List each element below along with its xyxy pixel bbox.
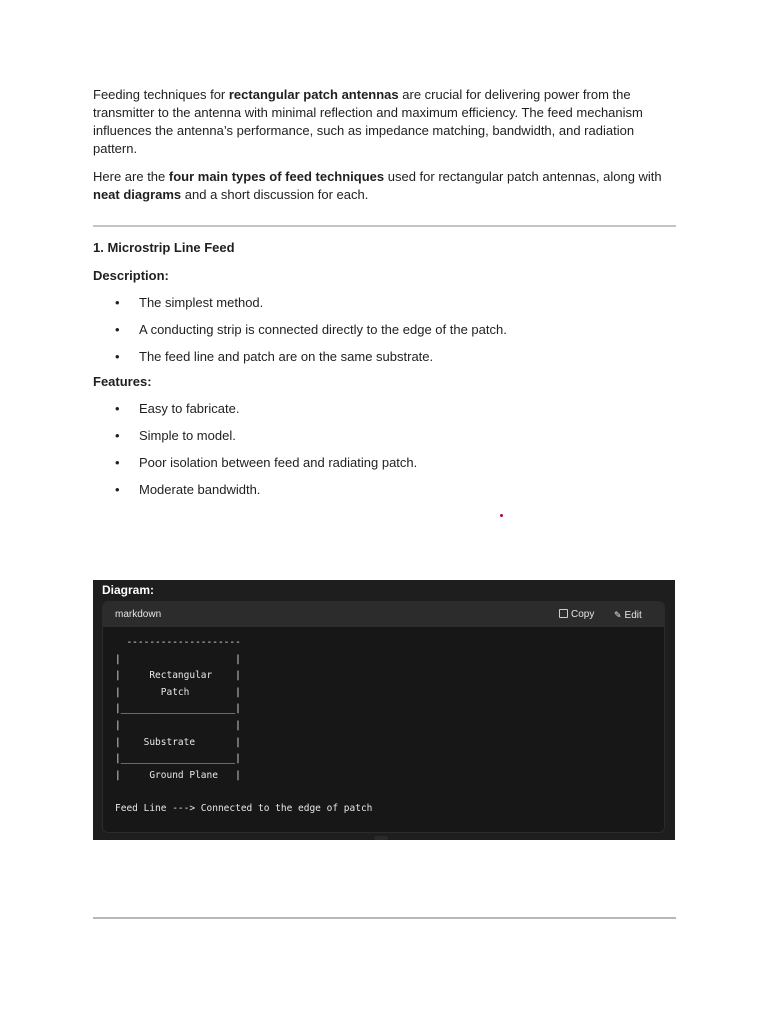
code-header (103, 602, 664, 627)
list-item (93, 294, 676, 321)
diagram-title: Diagram: (102, 583, 155, 597)
features-list (93, 400, 676, 508)
bullet-icon: • (115, 295, 120, 310)
bold-text: four main types of feed techniques (168, 169, 385, 184)
list-item-text: Easy to fabricate. (139, 401, 240, 416)
intro-paragraph-1 (93, 86, 673, 158)
divider (93, 917, 676, 919)
list-item (93, 454, 676, 481)
bullet-icon: • (115, 401, 120, 416)
text: are crucial for delivering power from the transmitter to the antenna with minimal reflection and maximum efficiency. The feed mechanism influences the antenna’s performance, such as impedance matching, bandwidth, and radiation pattern. (93, 87, 643, 156)
diagram-screenshot (93, 580, 675, 840)
list-item (93, 348, 676, 375)
bullet-icon: • (115, 349, 120, 364)
list-item (93, 321, 676, 348)
description-label: Description: (93, 268, 169, 283)
list-item-text: A conducting strip is connected directly to the edge of the patch. (139, 322, 507, 337)
list-item-text: Moderate bandwidth. (139, 482, 261, 497)
code-language-label: markdown (115, 609, 162, 620)
stray-dot (500, 514, 503, 517)
section-heading: 1. Microstrip Line Feed (93, 240, 235, 255)
list-item (93, 400, 676, 427)
list-item-text: Poor isolation between feed and radiating patch. (139, 455, 418, 470)
list-item-text: The simplest method. (139, 295, 264, 310)
list-item-text: Simple to model. (139, 428, 236, 443)
list-item-text: The feed line and patch are on the same substrate. (139, 349, 434, 364)
text: used for rectangular patch antennas, along with (384, 169, 662, 184)
copy-button[interactable] (559, 606, 594, 624)
code-content: -------------------- | | | Rectangular | | Patch | |____________________| | | | Substrate | |____________________| | Ground Plane | Feed Line ---> Connected to the edge of patch (115, 637, 373, 814)
bullet-icon: • (115, 322, 120, 337)
intro-paragraph-2 (93, 168, 676, 204)
bold-text: rectangular patch antennas (228, 87, 399, 102)
features-label: Features: (93, 374, 152, 389)
list-item (93, 427, 676, 454)
section-microstrip-line-feed (93, 239, 676, 508)
copy-label: Copy (571, 609, 595, 620)
list-item (93, 481, 676, 508)
edit-button[interactable] (614, 606, 642, 625)
bullet-icon: • (115, 428, 120, 443)
text: and a short discussion for each. (181, 187, 369, 202)
scroll-indicator (374, 836, 388, 840)
bullet-icon: • (115, 482, 120, 497)
pencil-icon: ✎ (614, 610, 622, 620)
bold-text: neat diagrams (93, 187, 182, 202)
text: Feeding techniques for (93, 87, 229, 102)
divider (93, 225, 676, 227)
text: Here are the (93, 169, 169, 184)
copy-icon (559, 609, 568, 618)
intro (93, 86, 676, 204)
code-block (102, 601, 665, 833)
description-list (93, 294, 676, 375)
bullet-icon: • (115, 455, 120, 470)
edit-label: Edit (624, 610, 642, 621)
